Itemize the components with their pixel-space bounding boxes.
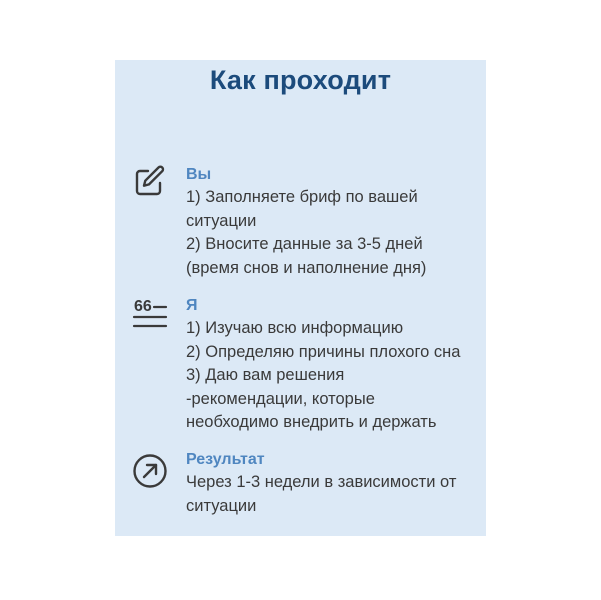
section-result-line: ситуации: [186, 496, 257, 515]
section-you-heading: Вы: [186, 166, 212, 183]
arrow-up-right-circle-icon: [132, 453, 168, 489]
section-result-heading: Результат: [186, 451, 265, 468]
card-title: Как проходит: [209, 65, 392, 95]
section-you-line: (время снов и наполнение дня): [186, 258, 427, 277]
quote-icon: [132, 296, 168, 332]
section-you-content: [186, 163, 478, 280]
section-you-line: 2) Вносите данные за 3-5 дней: [186, 235, 423, 253]
section-me-content: [186, 294, 478, 435]
section-me-line: 3) Даю вам решения: [186, 366, 345, 384]
svg-text:66: 66: [134, 298, 152, 315]
section-you-line: ситуации: [186, 211, 257, 230]
section-result-content: [186, 448, 478, 518]
edit-icon: [132, 163, 168, 199]
section-me-line: 2) Определяю причины плохого сна: [186, 342, 461, 361]
info-card: [115, 60, 486, 536]
section-me-line: необходимо внедрить и держать: [186, 413, 437, 431]
section-result-line: Через 1-3 недели в зависимости от: [186, 473, 457, 491]
section-me-heading: Я: [186, 297, 198, 314]
section-me-line: 1) Изучаю всю информацию: [186, 319, 404, 337]
section-you-line: 1) Заполняете бриф по вашей: [186, 188, 418, 206]
section-me-line: -рекомендации, которые: [186, 389, 375, 408]
